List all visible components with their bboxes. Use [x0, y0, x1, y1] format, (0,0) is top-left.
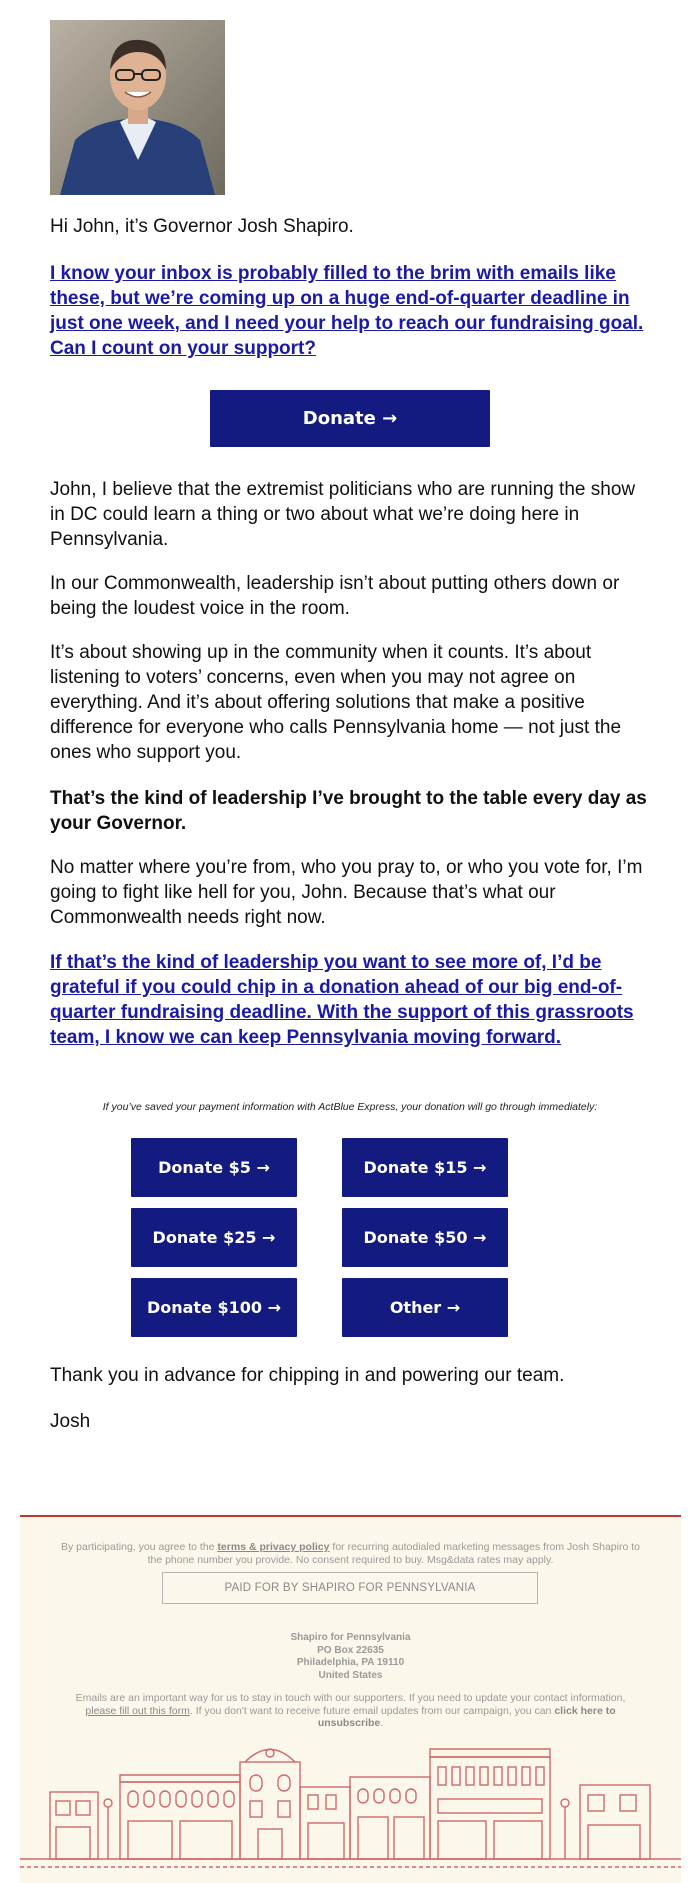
sms-disclaimer	[60, 1541, 641, 1566]
signature: Josh	[50, 1411, 91, 1432]
donate-25-button[interactable]: Donate $25 →	[131, 1208, 297, 1267]
paid-for-box: PAID FOR BY SHAPIRO FOR PENNSYLVANIA	[162, 1572, 538, 1604]
greeting-text: Hi John, it’s Governor Josh Shapiro.	[50, 216, 354, 237]
terms-privacy-link[interactable]: terms & privacy policy	[217, 1541, 330, 1553]
unsubscribe-link[interactable]: click here to unsubscribe	[317, 1704, 616, 1729]
donate-15-button[interactable]: Donate $15 →	[342, 1138, 508, 1197]
footer	[20, 1515, 681, 1883]
email-pref-end: .	[380, 1717, 384, 1729]
mailing-address	[60, 1632, 641, 1682]
body-paragraph: In our Commonwealth, leadership isn’t about putting others down or being the loudest voice in the room.	[50, 573, 620, 619]
body-paragraph: John, I believe that the extremist politicians who are running the show in DC could learn a thing or two about what we’re doing here in Pennsylvania.	[50, 479, 636, 550]
address-line: United States	[318, 1669, 383, 1681]
address-line: Shapiro for Pennsylvania	[290, 1632, 411, 1643]
donation-appeal-link[interactable]: I know your inbox is probably filled to the brim with emails like these, but we’re coming up on a huge end-of-quarter deadline in just one week, and I need your help to reach our fundraising goal. Can I count on your support?	[50, 263, 644, 359]
actblue-note: If you’ve saved your payment information with ActBlue Express, your donation will go through immediately:	[102, 1101, 598, 1113]
sms-disclaimer-text: By participating, you agree to the	[61, 1541, 215, 1553]
sms-disclaimer-text-2: for recurring autodialed marketing messages from Josh Shapiro to the phone number you provide. No consent required to buy. Msg&data rates may apply.	[147, 1541, 640, 1566]
body-paragraph: It’s about showing up in the community when it counts. It’s about listening to voters’ concerns, even when you may not agree on everything. And it’s about offering solutions that make a positive difference for everyone who calls Pennsylvania home — not just the ones who support you.	[50, 642, 622, 763]
donate-other-button[interactable]: Other →	[342, 1278, 508, 1337]
donate-100-button[interactable]: Donate $100 →	[131, 1278, 297, 1337]
donate-button[interactable]: Donate →	[210, 390, 490, 447]
thanks-text: Thank you in advance for chipping in and powering our team.	[50, 1365, 565, 1386]
email-pref-text-2: . If you don't want to receive future email updates from our campaign, you can	[189, 1704, 552, 1717]
address-line: PO Box 22635	[317, 1644, 384, 1656]
donation-appeal-link-2[interactable]: If that’s the kind of leadership you want to see more of, I’d be grateful if you could chip in a donation ahead of our big end-of-quarter fundraising deadline. With the support of this grassroots team, I know we can keep Pennsylvania moving forward.	[50, 952, 634, 1048]
donate-5-button[interactable]: Donate $5 →	[131, 1138, 297, 1197]
email-pref-text: Emails are an important way for us to stay in touch with our supporters. If you need to update your contact information,	[75, 1692, 626, 1704]
contact-form-link[interactable]: please fill out this form	[85, 1704, 190, 1717]
town-skyline-illustration	[20, 1737, 681, 1883]
candidate-photo	[50, 20, 225, 195]
address-line: Philadelphia, PA 19110	[296, 1657, 405, 1668]
body-paragraph: No matter where you’re from, who you pray to, or who you vote for, I’m going to fight like hell for you, John. Because that’s what our Commonwealth needs right now.	[50, 857, 643, 928]
bold-statement: That’s the kind of leadership I’ve brought to the table every day as your Governor.	[50, 788, 647, 834]
email-preferences	[60, 1692, 641, 1730]
donate-50-button[interactable]: Donate $50 →	[342, 1208, 508, 1267]
